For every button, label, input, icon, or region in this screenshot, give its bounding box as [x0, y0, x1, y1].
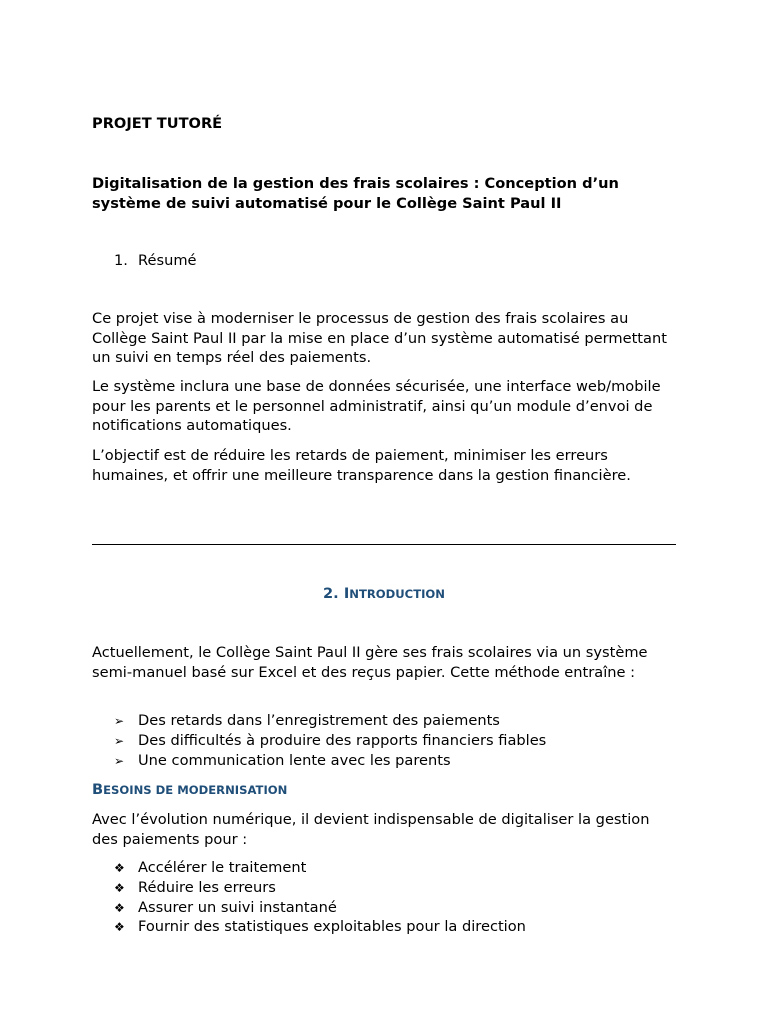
- section-1-number: 1.: [114, 252, 128, 269]
- section-2-heading-initial: I: [343, 585, 350, 602]
- list-item: ❖ Assurer un suivi instantané: [114, 898, 526, 918]
- diamond-bullet-icon: ❖: [114, 880, 125, 895]
- issues-list: [114, 711, 546, 770]
- list-item: ❖ Accélérer le traitement: [114, 858, 526, 878]
- horizontal-divider: [92, 544, 676, 545]
- list-item: ➢ Une communication lente avec les parents: [114, 751, 546, 771]
- diamond-bullet-icon: ❖: [114, 920, 125, 935]
- arrow-bullet-icon: ➢: [114, 733, 125, 748]
- section-2-heading: [92, 585, 676, 602]
- summary-paragraph-2: Le système inclura une base de données sécurisée, une interface web/mobile pour les parents et le personnel administratif, ainsi qu’un module d’envoi de notifications automatiques.: [92, 378, 661, 435]
- document-subtitle: Digitalisation de la gestion des frais scolaires : Conception d’un système de suivi automatisé pour le Collège Saint Paul II: [92, 175, 619, 212]
- section-2-number: 2.: [323, 585, 339, 602]
- summary-paragraph-3: L’objectif est de réduire les retards de paiement, minimiser les erreurs humaines, et offrir une meilleure transparence dans la gestion financière.: [92, 447, 631, 484]
- needs-heading: [92, 781, 287, 798]
- list-item: ➢ Des retards dans l’enregistrement des paiements: [114, 711, 546, 731]
- diamond-bullet-icon: ❖: [114, 861, 125, 875]
- intro-paragraph: Actuellement, le Collège Saint Paul II gère ses frais scolaires via un système semi-manuel basé sur Excel et des reçus papier. Cette méthode entraîne :: [92, 644, 648, 681]
- section-1-heading: [114, 252, 197, 269]
- list-item: ➢ Des difficultés à produire des rapports financiers fiables: [114, 731, 546, 751]
- arrow-bullet-icon: ➢: [114, 714, 125, 728]
- diamond-bullet-icon: ❖: [114, 900, 125, 915]
- needs-intro-paragraph: Avec l’évolution numérique, il devient indispensable de digitaliser la gestion des paiements pour :: [92, 811, 650, 848]
- needs-heading-rest: ESOINS DE MODERNISATION: [103, 783, 288, 797]
- document-title: PROJET TUTORÉ: [92, 115, 223, 132]
- needs-heading-initial: B: [92, 781, 104, 798]
- list-item: ❖ Réduire les erreurs: [114, 878, 526, 898]
- summary-paragraph-1: Ce projet vise à moderniser le processus de gestion des frais scolaires au Collège Saint Paul II par la mise en place d’un système automatisé permettant un suivi en temps réel des paiements.: [92, 310, 667, 367]
- needs-list: [114, 858, 526, 937]
- list-item: ❖ Fournir des statistiques exploitables pour la direction: [114, 917, 526, 937]
- section-1-label: Résumé: [138, 252, 197, 269]
- arrow-bullet-icon: ➢: [114, 753, 125, 768]
- section-2-heading-rest: NTRODUCTION: [349, 587, 445, 601]
